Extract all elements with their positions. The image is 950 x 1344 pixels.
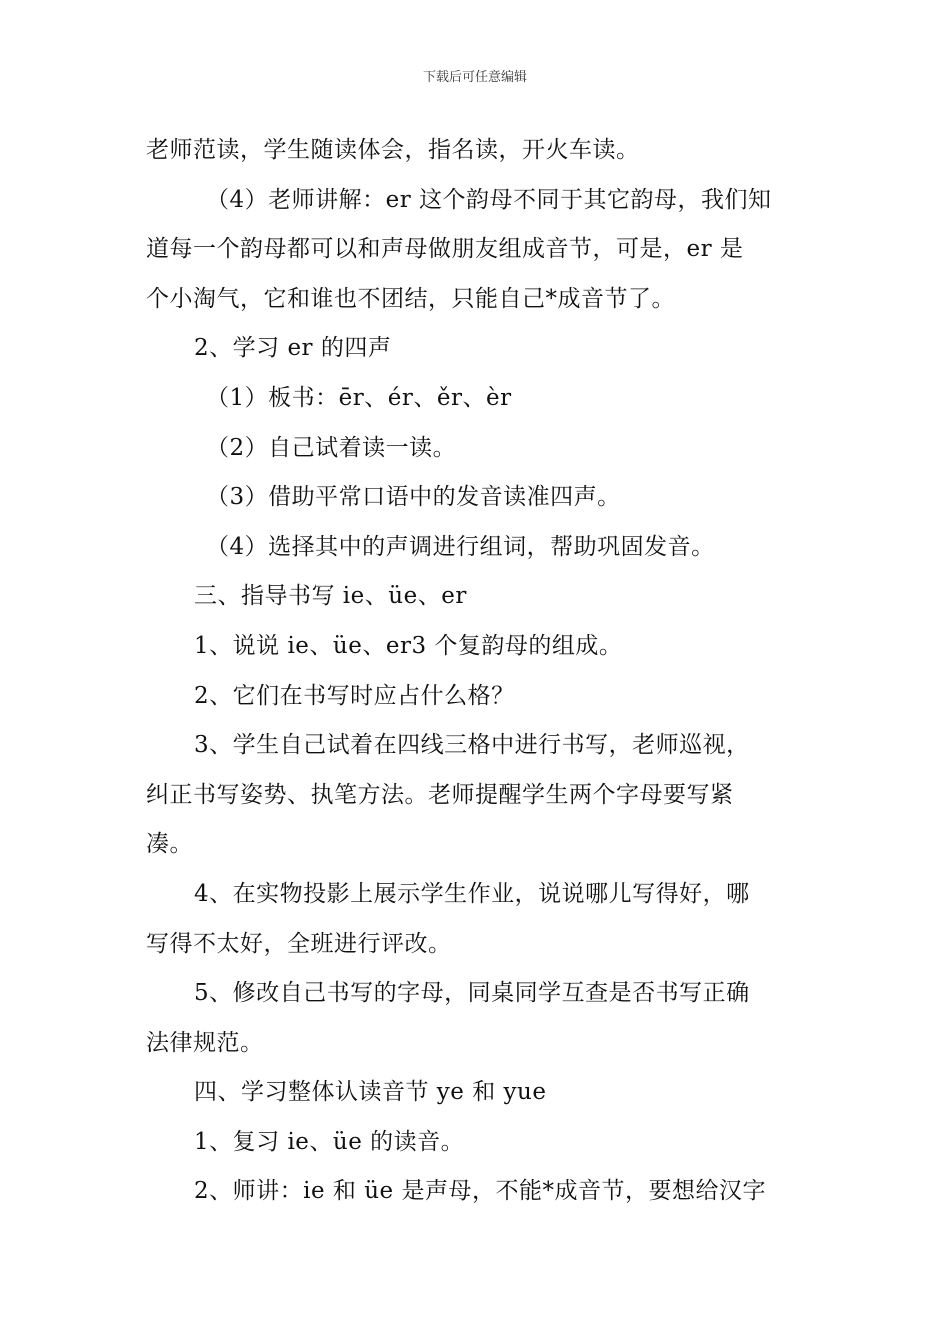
text-line: 三、指导书写 ie、üe、er	[194, 583, 467, 610]
text-line: 老师范读，学生随读体会，指名读，开火车读。	[146, 137, 640, 163]
text-line: 4、在实物投影上展示学生作业，说说哪儿写得好，哪	[194, 880, 750, 907]
text-line: 纠正书写姿势、执笔方法。老师提醒学生两个字母要写紧	[146, 781, 734, 808]
text-line: （2）自己试着读一读。	[206, 434, 457, 461]
text-line: 1、说说 ie、üe、er3 个复韵母的组成。	[194, 632, 623, 659]
text-line: 凑。	[146, 831, 193, 858]
text-line: 写得不太好，全班进行评改。	[146, 930, 452, 957]
page-header: 下载后可任意编辑	[422, 70, 527, 85]
text-line: 2、学习 er 的四声	[194, 335, 392, 362]
text-line: 法律规范。	[146, 1029, 264, 1056]
text-line: 1、复习 ie、üe 的读音。	[194, 1128, 465, 1155]
document-body	[146, 126, 810, 1217]
text-line: 2、它们在书写时应占什么格？	[194, 682, 515, 709]
text-line: （4）选择其中的声调进行组词，帮助巩固发音。	[206, 533, 715, 560]
text-line: 四、学习整体认读音节 ye 和 yue	[194, 1079, 547, 1106]
text-line: 个小淘气，它和谁也不团结，只能自己*成音节了。	[146, 285, 675, 312]
text-line: 道每一个韵母都可以和声母做朋友组成音节，可是，er 是	[146, 236, 744, 263]
text-line: （1）板书：ēr、ér、ěr、èr	[206, 384, 512, 411]
text-line: （4）老师讲解：er 这个韵母不同于其它韵母，我们知	[206, 186, 772, 213]
text-line: （3）借助平常口语中的发音读准四声。	[206, 484, 621, 511]
text-line: 2、师讲：ie 和 üe 是声母，不能*成音节，要想给汉字	[194, 1178, 766, 1205]
text-line: 3、学生自己试着在四线三格中进行书写，老师巡视，	[194, 732, 750, 759]
text-line: 5、修改自己书写的字母，同桌同学互查是否书写正确	[194, 980, 750, 1007]
